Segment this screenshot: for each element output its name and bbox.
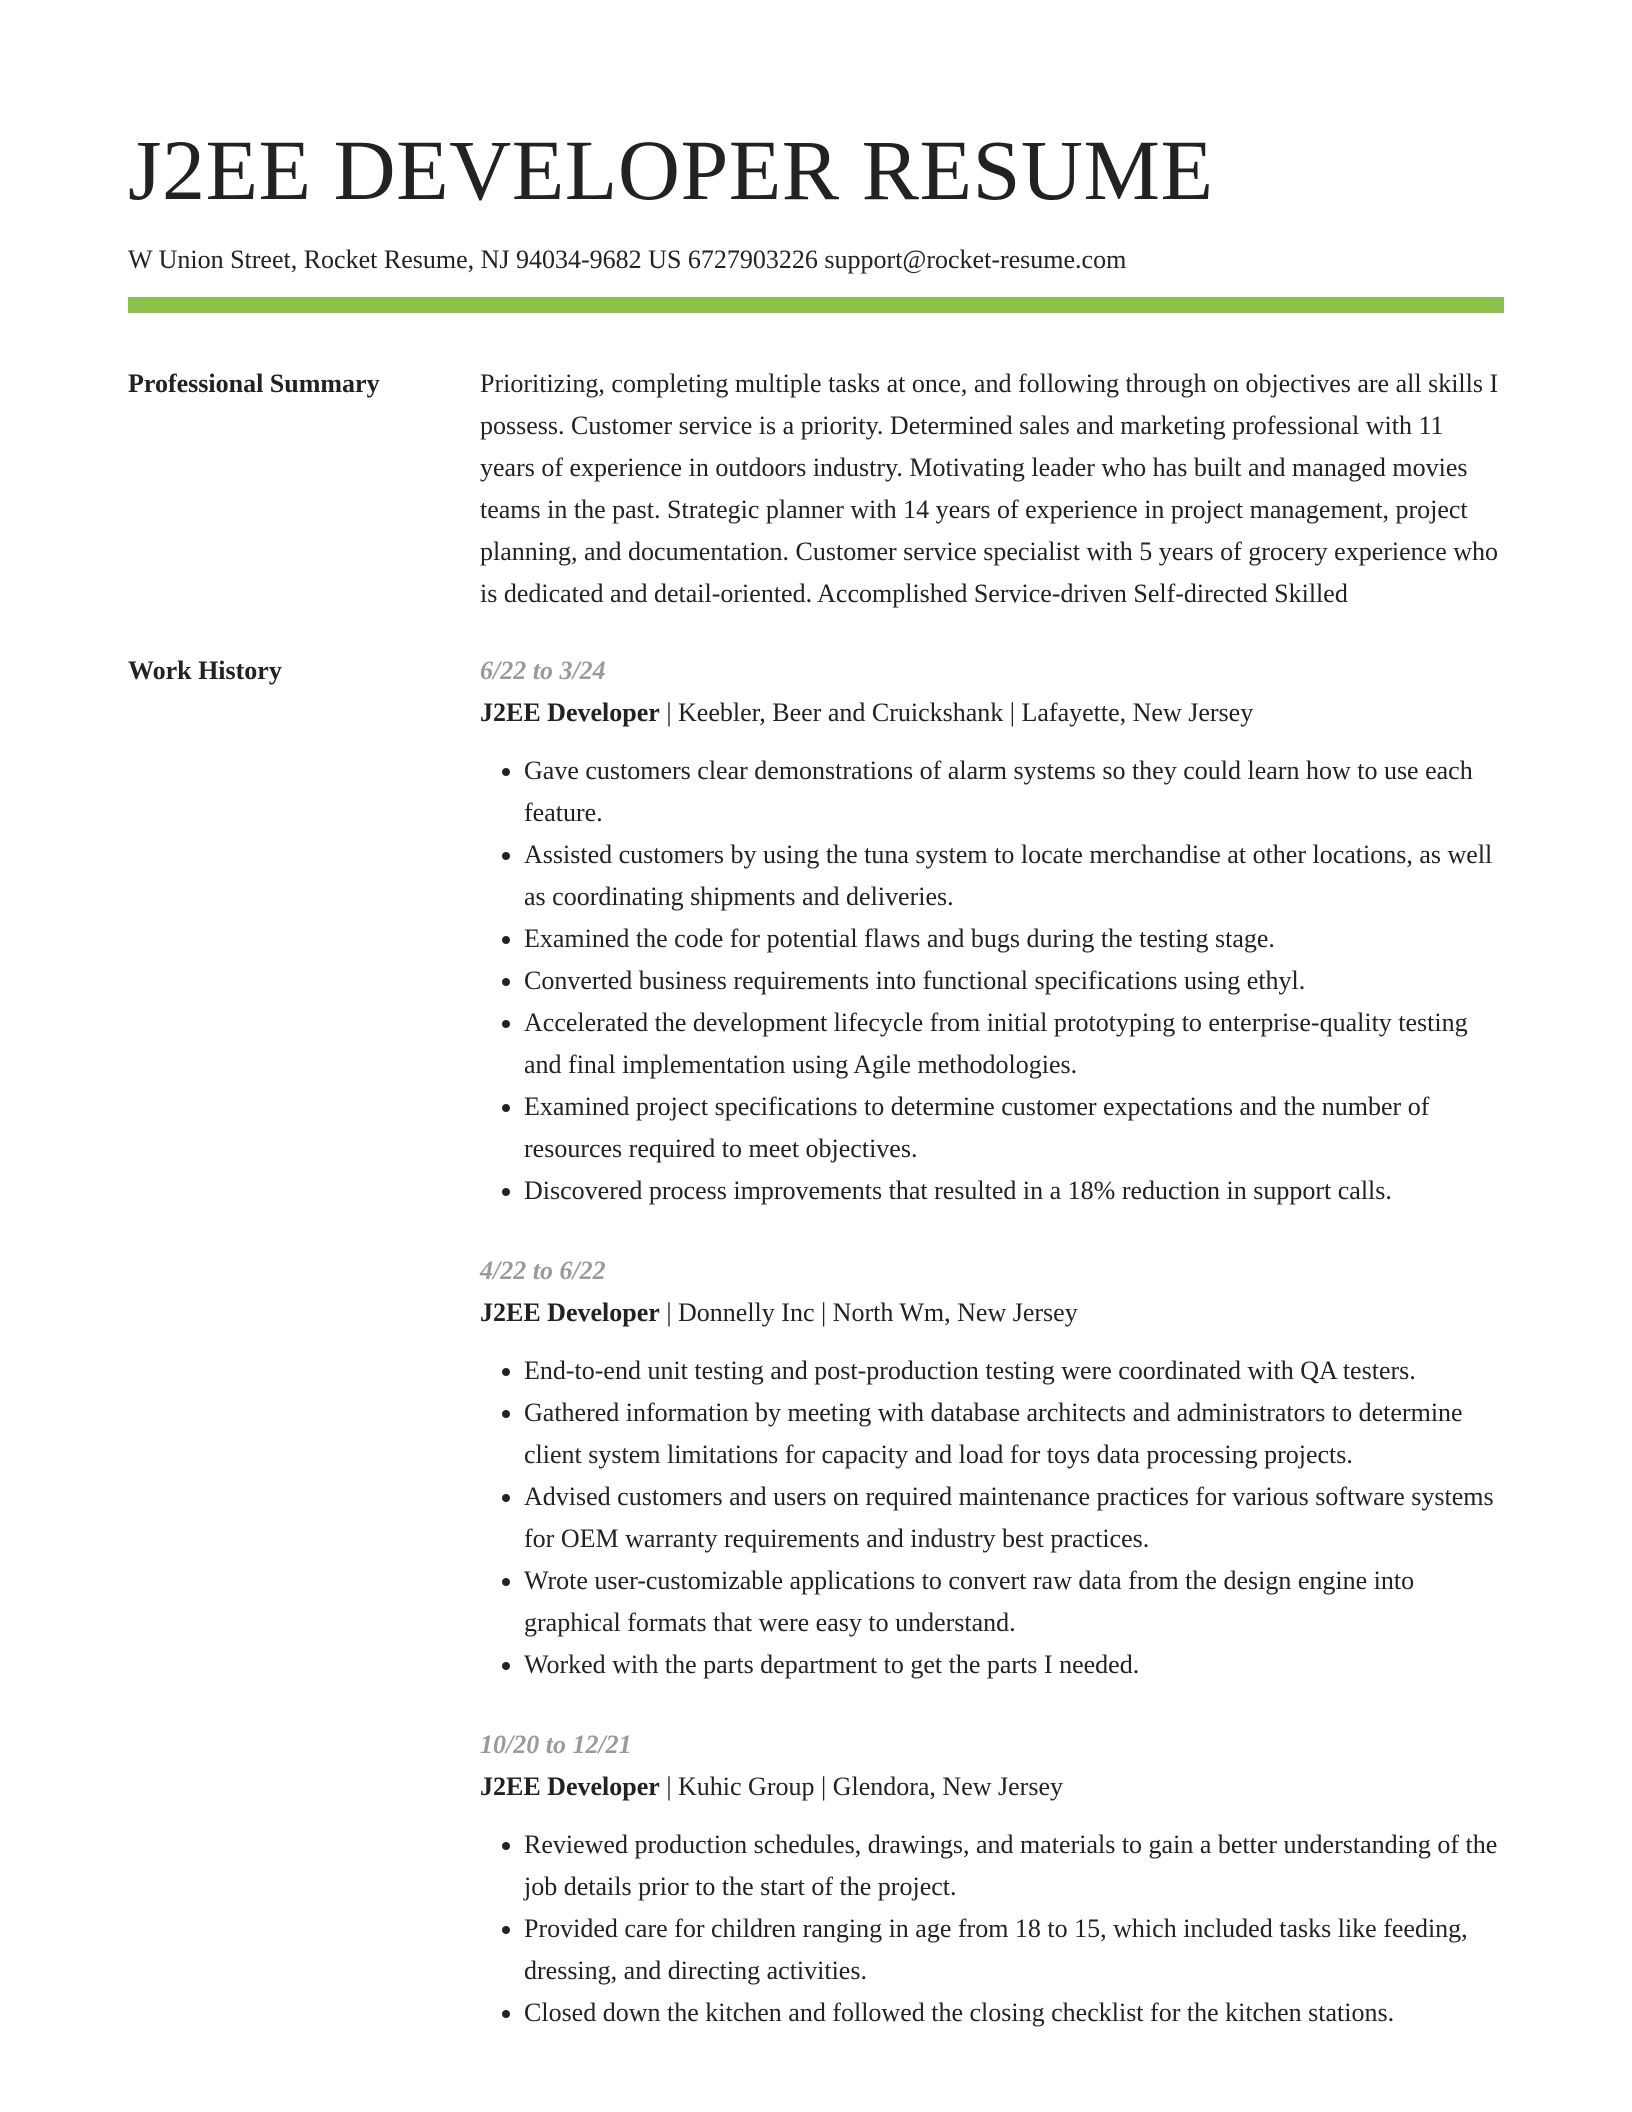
work-history-list [480,650,1504,2072]
job-details: | Kuhic Group | Glendora, New Jersey [659,1772,1064,1801]
job-bullet: • Worked with the parts department to get the parts I needed. [524,1644,1504,1686]
contact-line: W Union Street, Rocket Resume, NJ 94034-9682 US 6727903226 support@rocket-resume.com [128,245,1127,274]
job-details: | Donnelly Inc | North Wm, New Jersey [659,1298,1078,1327]
job-title: J2EE Developer [480,1772,660,1801]
job-header [480,692,1504,734]
job-title: J2EE Developer [480,698,660,727]
resume-page [128,0,1504,2072]
job-title: J2EE Developer [480,1298,660,1327]
section-label-work-history: Work History [128,656,282,685]
job-bullet: • Examined the code for potential flaws and bugs during the testing stage. [524,918,1504,960]
job-bullet: • Converted business requirements into functional specifications using ethyl. [524,960,1504,1002]
job-dates: 10/20 to 12/21 [480,1730,632,1759]
job-header [480,1766,1504,1808]
job-bullet: • Gathered information by meeting with database architects and administrators to determine client system limitations for capacity and load for toys data processing projects. [524,1392,1504,1476]
job-bullet: • Provided care for children ranging in age from 18 to 15, which included tasks like feeding, dressing, and directing activities. [524,1908,1504,1992]
job-details: | Keebler, Beer and Cruickshank | Lafayette, New Jersey [659,698,1254,727]
work-history-section [128,650,1504,2072]
job-bullet: • Assisted customers by using the tuna system to locate merchandise at other locations, as well as coordinating shipments and deliveries. [524,834,1504,918]
job-bullet: • Discovered process improvements that resulted in a 18% reduction in support calls. [524,1170,1504,1212]
job-bullet: • Wrote user-customizable applications to convert raw data from the design engine into graphical formats that were easy to understand. [524,1560,1504,1644]
job-header [480,1292,1504,1334]
job-entry [480,650,1504,1212]
section-label-summary: Professional Summary [128,369,380,398]
job-bullet-list [480,1824,1504,2034]
job-bullet: • Advised customers and users on required maintenance practices for various software systems for OEM warranty requirements and industry best practices. [524,1476,1504,1560]
job-bullet: • Examined project specifications to determine customer expectations and the number of resources required to meet objectives. [524,1086,1504,1170]
job-bullet: • End-to-end unit testing and post-production testing were coordinated with QA testers. [524,1350,1504,1392]
job-bullet-list [480,1350,1504,1686]
accent-divider [128,297,1504,313]
job-bullet: • Accelerated the development lifecycle from initial prototyping to enterprise-quality testing and final implementation using Agile methodologies. [524,1002,1504,1086]
job-entry [480,1724,1504,2034]
resume-title: J2EE DEVELOPER RESUME [128,122,1214,218]
job-entry [480,1250,1504,1686]
job-bullet-list [480,750,1504,1212]
job-dates: 4/22 to 6/22 [480,1256,606,1285]
professional-summary-section [128,363,1504,615]
job-bullet: • Closed down the kitchen and followed the closing checklist for the kitchen stations. [524,1992,1504,2034]
summary-text: Prioritizing, completing multiple tasks at once, and following through on objectives are all skills I possess. Customer service is a priority. Determined sales and marketing professional with 11 years of experience in outdoors industry. Motivating leader who has built and managed movies teams in the past. Strategic planner with 14 years of experience in project management, project planning, and documentation. Customer service specialist with 5 years of grocery experience who is dedicated and detail-oriented. Accomplished Service-driven Self-directed Skilled [480,369,1499,608]
job-bullet: • Reviewed production schedules, drawings, and materials to gain a better understanding of the job details prior to the start of the project. [524,1824,1504,1908]
job-dates: 6/22 to 3/24 [480,656,606,685]
job-bullet: • Gave customers clear demonstrations of alarm systems so they could learn how to use each feature. [524,750,1504,834]
